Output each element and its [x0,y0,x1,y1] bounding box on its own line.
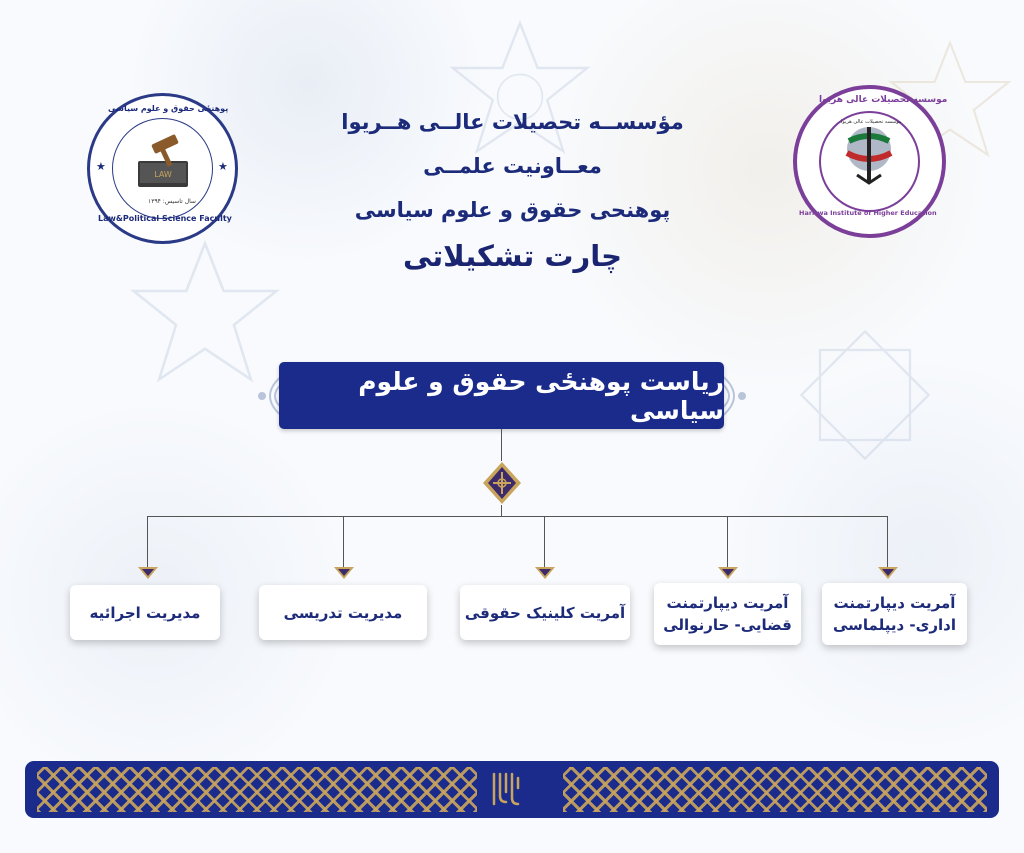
diamond-ornament-icon [481,460,523,506]
logo-left-bottom-text: Law&Political Science Faculty [98,214,232,223]
dept-line-1: آمریت کلینیک حقوقی [464,603,626,622]
dept-line-2: قضایی- حارنوالی [663,616,792,634]
dept-line-1: مدیریت تدریسی [283,603,403,622]
dept-box-admin-diplomacy [822,583,967,645]
arrow-marker-icon [534,566,556,580]
chart-title: چارت تشکیلاتی [402,239,623,273]
arrow-marker-icon [137,566,159,580]
dept-line-1: آمریت دیپارتمنت [666,594,789,612]
branch-horizontal-line [147,516,888,517]
branch-drop-line [147,516,148,568]
dept-box-legal-clinic [460,585,630,640]
institute-name: مؤسســه تحصیلات عالــی هــریوا [341,110,684,134]
gavel-book-icon [130,131,195,196]
dept-box-executive-management [70,585,220,640]
dept-box-teaching-management [259,585,427,640]
footer-pattern-left [37,767,477,812]
logo-right-top-text: موسسه تحصیلات عالی هریوا [819,95,948,105]
logo-right-bottom-text: Harirwa Institute of Higher Education [799,209,937,217]
arrow-marker-icon [717,566,739,580]
dept-line-2: اداری- دیپلماسی [833,616,957,634]
vice-presidency-name: معــاونیت علمــی [423,154,602,178]
branch-drop-line [544,516,545,568]
head-connector-line [501,429,502,461]
arrow-marker-icon [333,566,355,580]
logo-left-top-text: پوهنځی حقوق و علوم سیاسی [108,104,229,113]
logo-right-inner-text: موسسه تحصیلات عالی هریوا [841,119,902,125]
branch-drop-line [343,516,344,568]
svg-text:LAW: LAW [154,170,172,179]
star-icon: ★ [218,160,228,173]
star-icon: ★ [96,160,106,173]
dept-line-1: آمریت دیپارتمنت [833,594,956,612]
harirwa-institute-logo [793,85,946,238]
globe-caduceus-icon [837,121,902,191]
branch-drop-line [727,516,728,568]
logo-left-year-text: سال تاسیس: ۱۳۹۴ [148,198,196,205]
dept-box-judicial-prosecution [654,583,801,645]
law-faculty-logo [87,93,238,244]
ornament-right-icon [720,370,754,422]
dept-line-1: مدیریت اجرائیه [89,603,201,622]
page-header [300,100,725,278]
arrow-marker-icon [877,566,899,580]
footer-pattern-right [563,767,987,812]
faculty-name: پوهنحی حقوق و علوم سیاسی [354,198,671,222]
bg-star-decoration [790,320,940,470]
branch-drop-line [887,516,888,568]
faculty-head-box: ریاست پوهنځی حقوق و علوم سیاسی [279,362,724,429]
footer-logo-icon [486,768,526,810]
